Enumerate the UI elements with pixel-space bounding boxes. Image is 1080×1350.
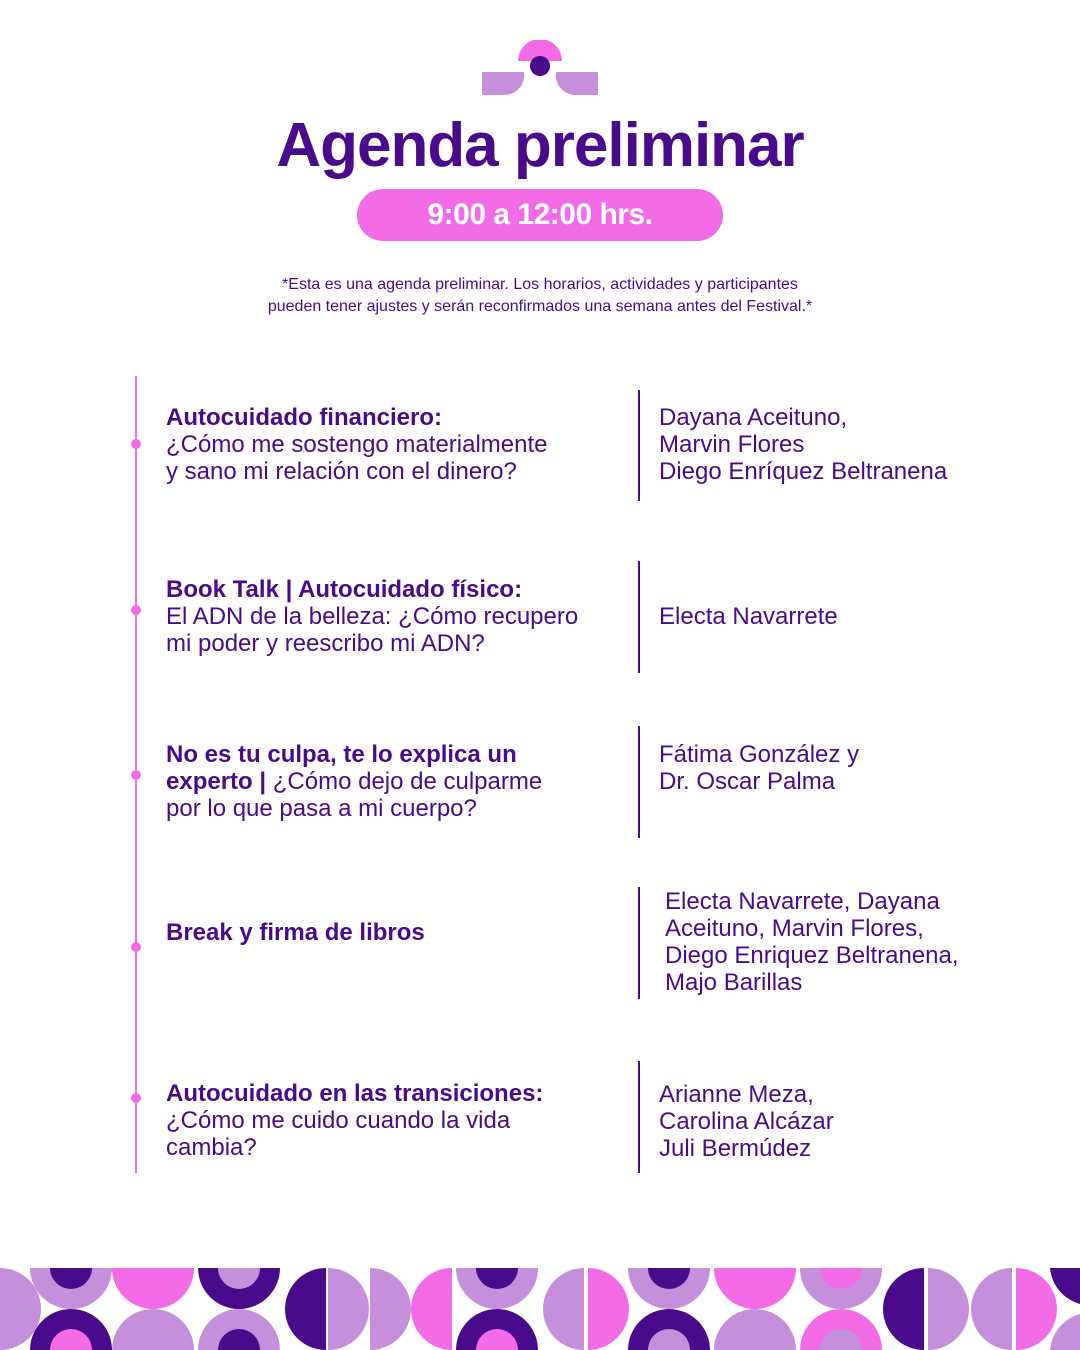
session-subtitle: ¿Cómo dejo de culparme xyxy=(266,768,543,795)
session-title: Book Talk | Autocuidado físico: xyxy=(166,576,523,603)
timeline-dot xyxy=(131,770,141,780)
session-3-speakers xyxy=(659,741,1039,795)
session-divider xyxy=(638,726,640,838)
session-4-speakers xyxy=(665,888,1045,996)
speaker-name: Arianne Meza, xyxy=(659,1081,814,1108)
speaker-name: Aceituno, Marvin Flores, xyxy=(665,915,924,942)
session-title: Break y firma de libros xyxy=(166,919,425,946)
session-divider xyxy=(638,887,640,999)
session-4 xyxy=(166,919,616,946)
session-2-speakers xyxy=(659,603,1039,630)
timeline-dot xyxy=(131,942,141,952)
disclaimer-note xyxy=(180,274,900,318)
speaker-name: Carolina Alcázar xyxy=(659,1108,834,1135)
session-5 xyxy=(166,1080,616,1161)
decorative-pattern xyxy=(0,1268,1080,1350)
speaker-name: Marvin Flores xyxy=(659,431,805,458)
session-1-speakers xyxy=(659,404,1039,485)
session-5-speakers xyxy=(659,1081,1039,1162)
session-title: Autocuidado financiero: xyxy=(166,404,442,431)
session-subtitle: El ADN de la belleza: ¿Cómo recupero xyxy=(166,603,579,630)
session-2 xyxy=(166,576,616,657)
speaker-name: Electa Navarrete xyxy=(659,603,838,630)
speaker-name: Diego Enríquez Beltranena xyxy=(659,458,948,485)
speaker-name: Juli Bermúdez xyxy=(659,1135,812,1162)
session-divider xyxy=(638,1061,640,1173)
session-divider xyxy=(638,390,640,501)
disclaimer-line: pueden tener ajustes y serán reconfirmados una semana antes del Festival.* xyxy=(267,298,813,315)
timeline-dot xyxy=(131,605,141,615)
session-1 xyxy=(166,404,616,485)
speaker-name: Majo Barillas xyxy=(665,969,803,996)
time-badge: 9:00 a 12:00 hrs. xyxy=(357,189,723,241)
speaker-name: Dayana Aceituno, xyxy=(659,404,848,431)
session-title: Autocuidado en las transiciones: xyxy=(166,1080,544,1107)
session-title: No es tu culpa, te lo explica un xyxy=(166,741,517,768)
timeline-dot xyxy=(131,439,141,449)
session-subtitle: cambia? xyxy=(166,1134,257,1161)
speaker-name: Electa Navarrete, Dayana xyxy=(665,888,940,915)
disclaimer-line: *Esta es una agenda preliminar. Los horarios, actividades y participantes xyxy=(282,276,798,293)
session-title-line xyxy=(166,768,616,795)
session-title-bold: experto | xyxy=(166,768,267,795)
session-subtitle: y sano mi relación con el dinero? xyxy=(166,458,517,485)
festival-logo-icon xyxy=(480,40,600,100)
session-divider xyxy=(638,561,640,673)
speaker-name: Diego Enriquez Beltranena, xyxy=(665,942,959,969)
page-title: Agenda preliminar xyxy=(276,111,804,180)
session-subtitle: ¿Cómo me sostengo materialmente xyxy=(166,431,548,458)
session-subtitle: por lo que pasa a mi cuerpo? xyxy=(166,795,477,822)
speaker-name: Dr. Oscar Palma xyxy=(659,768,836,795)
session-subtitle: mi poder y reescribo mi ADN? xyxy=(166,630,485,657)
session-3 xyxy=(166,741,616,822)
session-subtitle: ¿Cómo me cuido cuando la vida xyxy=(166,1107,511,1134)
speaker-name: Fátima González y xyxy=(659,741,860,768)
timeline-dot xyxy=(131,1093,141,1103)
